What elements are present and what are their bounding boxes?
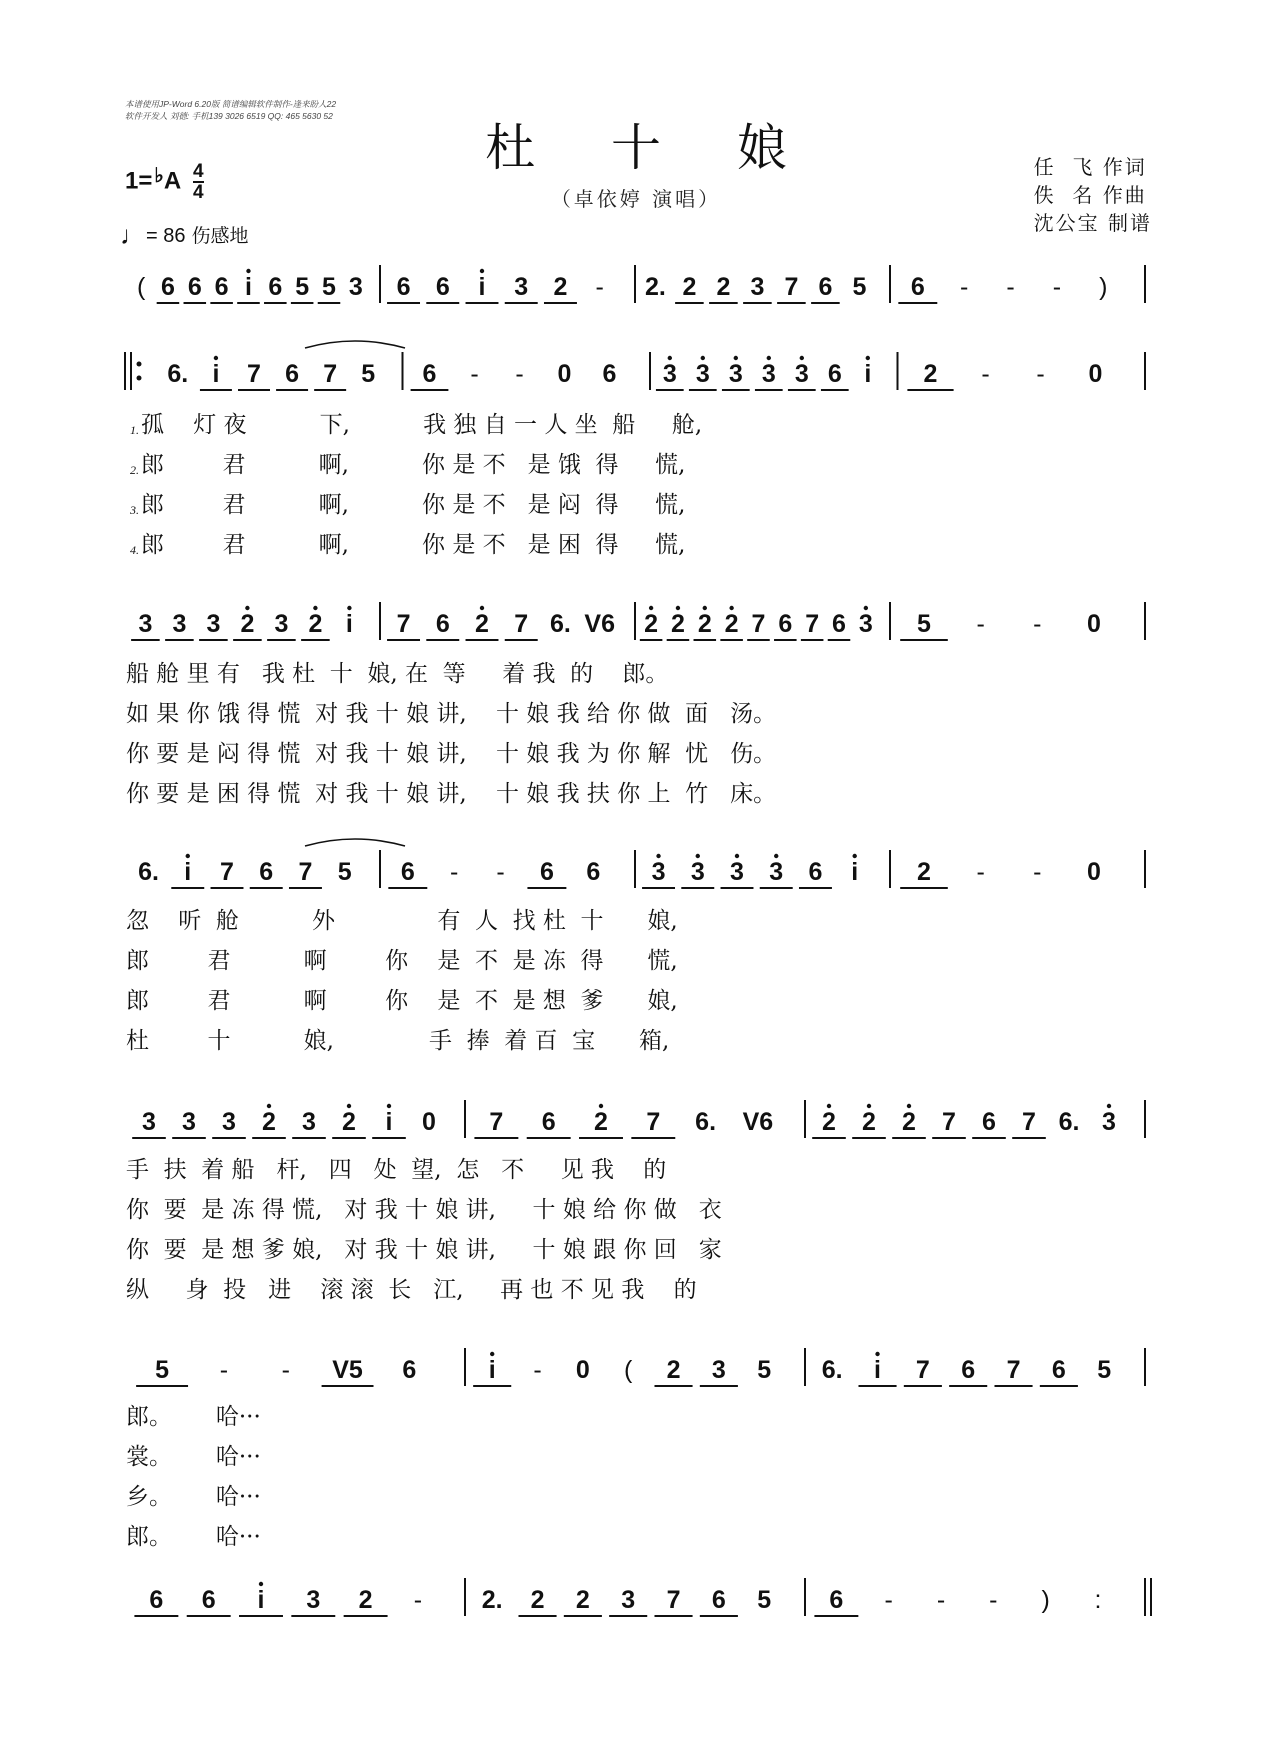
note: 2 [594,1108,608,1136]
octave-dot [696,854,700,858]
note: 0 [1088,360,1103,388]
note: 7 [784,273,799,301]
note: 7 [396,610,411,638]
notation-symbol: - [413,1586,423,1614]
note: 6 [829,1586,844,1614]
notation-symbol: ( [624,1356,633,1384]
octave-dot [800,356,804,360]
octave-dot [313,606,317,610]
octave-dot [767,356,771,360]
octave-dot [676,606,680,610]
note: 6 [201,1586,216,1614]
notation-symbol: - [960,273,969,301]
note: 6 [268,273,283,301]
lyric-line: 手 扶 着 船 杆, 四 处 望, 怎 不 见 我 的 [126,1157,667,1183]
note: 2 [724,610,739,638]
note: 2 [308,610,323,638]
note: 6 [160,273,175,301]
note: 3 [750,273,765,301]
note: 3 [761,360,776,388]
note: 6 [396,273,411,301]
note: 3 [182,1108,196,1136]
note: 0 [557,360,572,388]
note: 6 [435,610,450,638]
note: 7 [751,610,766,638]
lyric-line: $_{2.}$郎 君 啊, 你 是 不 是 饿 得 慌, [130,452,686,478]
octave-dot [267,1104,271,1108]
note: 3 [769,858,784,886]
octave-dot [701,356,705,360]
note: 3 [142,1108,156,1136]
lyric-line: $_{4.}$郎 君 啊, 你 是 不 是 困 得 慌, [130,532,686,558]
note: 5 [295,273,310,301]
note: 6. [167,360,189,388]
note: 2 [553,273,568,301]
lyric-line: 你 要 是 闷 得 慌 对 我 十 娘 讲, 十 娘 我 为 你 解 忧 伤。 [126,741,777,767]
note: 3 [730,858,744,886]
octave-dot [387,1104,391,1108]
verse-number: 3. [130,503,139,517]
note: 3 [206,610,221,638]
note: 6 [402,1356,417,1384]
note: i [212,360,220,388]
note: 3 [794,360,809,388]
note: 6 [539,858,554,886]
note: 6. [138,858,159,886]
note: 5 [155,1356,170,1384]
note: 2 [575,1586,590,1614]
note: 7 [489,1108,504,1136]
note: 2 [902,1108,916,1136]
note: 6 [832,610,846,638]
octave-dot [668,356,672,360]
note: 6. [695,1108,717,1136]
note: 5 [322,273,336,301]
octave-dot [867,1104,871,1108]
time-signature [193,162,204,202]
notation-symbol: - [884,1586,893,1614]
watermark-line-1: 本谱使用JP-Word 6.20版 简谱编辑软件制作-逢来盼人22 [125,99,337,109]
lyric-line: 郎 君 啊 你 是 不 是 想 爹 娘, [126,988,678,1014]
tempo-value: = 86 [146,225,186,247]
lyric-line: 郎。 哈··· [126,1524,261,1550]
notation-symbol: - [470,360,479,388]
octave-dot [703,606,707,610]
note: 7 [323,360,338,388]
slur [305,341,405,348]
note: 3 [306,1586,321,1614]
quarter-note-icon: ♩ [120,220,146,250]
lyric-line: 裳。 哈··· [126,1444,261,1470]
octave-dot [245,606,249,610]
note: i [184,858,192,886]
note: 3 [695,360,710,388]
octave-dot [259,1582,263,1586]
note: i [874,1356,882,1384]
note: 2 [917,858,931,886]
note: 6 [1051,1356,1066,1384]
notation-symbol: - [1052,273,1062,301]
note: 7 [247,360,261,388]
note: 3 [138,610,153,638]
note: 6 [910,273,925,301]
note: 2 [262,1108,276,1136]
time-signature-bottom: 4 [192,182,204,203]
octave-dot [1107,1104,1111,1108]
note: 6 [808,858,823,886]
octave-dot [729,606,733,610]
note: 3 [858,610,873,638]
note: i [478,273,486,301]
note: 3 [621,1586,636,1614]
note: 2 [862,1108,876,1136]
note: V6 [584,610,615,638]
repeat-dot [137,376,142,381]
note: 2 [923,360,938,388]
octave-dot [866,356,870,360]
note: 7 [805,610,820,638]
lyric-line: $_{3.}$郎 君 啊, 你 是 不 是 闷 得 慌, [130,492,686,518]
key-signature [125,162,204,202]
key-prefix: 1= [125,167,153,195]
notation-symbol: - [936,1586,946,1614]
note: 5 [757,1586,772,1614]
octave-dot [186,854,190,858]
note: 5 [337,858,352,886]
note: 2 [822,1108,836,1136]
note: 6 [818,273,833,301]
credits-block [1034,153,1152,237]
notation-symbol: - [981,360,990,388]
note: 5 [757,1356,772,1384]
note: 3 [690,858,705,886]
notation-symbol: - [219,1356,229,1384]
verse-number: 2. [130,463,139,477]
notation-symbol: - [533,1356,542,1384]
note: 6 [422,360,437,388]
note: i [345,610,353,638]
note: 7 [514,610,529,638]
notation-symbol: - [496,858,505,886]
note: 2 [670,610,685,638]
notation-symbol: - [989,1586,998,1614]
note: 6. [550,610,571,638]
octave-dot [827,1104,831,1108]
note: 6 [778,610,793,638]
note: 3 [222,1108,236,1136]
note: 5 [852,273,867,301]
note: 3 [651,858,666,886]
lyricist-credit: 任 飞 作词 [1033,155,1147,179]
flat-symbol: ♭ [154,165,164,188]
notation-symbol: ) [1099,273,1108,301]
notation-symbol: - [515,360,524,388]
slur [305,839,405,846]
octave-dot [246,269,250,273]
octave-dot [347,606,351,610]
note: 7 [1006,1356,1021,1384]
note: 3 [348,273,363,301]
lyric-line: 如 果 你 饿 得 慌 对 我 十 娘 讲, 十 娘 我 给 你 做 面 汤。 [126,701,777,727]
note: i [257,1586,265,1614]
lyric-line: 纵 身 投 进 滚 滚 长 江, 再 也 不 见 我 的 [126,1277,697,1303]
octave-dot [214,356,218,360]
note: V6 [742,1108,774,1136]
note: 7 [298,858,313,886]
notation-symbol: - [1006,273,1015,301]
note: 3 [662,360,677,388]
repeat-dot [137,362,142,367]
arranger-credit: 沈公宝 制谱 [1033,211,1152,235]
lyric-line: 杜 十 娘, 手 捧 着 百 宝 箱, [126,1028,670,1054]
lyric-line: $_{1.}$孤 灯 夜 下, 我 独 自 一 人 坐 船 舱, [130,412,703,438]
notation-symbol: - [976,858,985,886]
note: 3 [728,360,743,388]
lyric-line: 船 舱 里 有 我 杜 十 娘, 在 等 着 我 的 郎。 [126,661,669,687]
note: 6 [149,1586,164,1614]
note: 3 [1102,1108,1116,1136]
expression-marking: 伤感地 [191,225,249,247]
lyric-line: 你 要 是 想 爹 娘, 对 我 十 娘 讲, 十 娘 跟 你 回 家 [126,1237,722,1263]
notation-symbol: - [1033,858,1042,886]
note: 0 [1087,610,1101,638]
note: 6 [214,273,229,301]
notation-symbol: ) [1041,1586,1050,1614]
note: i [385,1108,393,1136]
octave-dot [347,1104,351,1108]
note: 6 [586,858,601,886]
notation-symbol: : [1094,1586,1102,1614]
note: 2 [342,1108,356,1136]
notation-symbol: ( [136,273,146,301]
octave-dot [599,1104,603,1108]
note: 3 [274,610,289,638]
note: 2. [644,273,666,301]
note: 5 [917,610,931,638]
note: 2 [716,273,731,301]
note: 6 [285,360,300,388]
note: 6 [961,1356,976,1384]
note: 2 [644,610,659,638]
lyric-line: 郎。 哈··· [126,1404,261,1430]
verse-number: 1. [130,423,139,437]
note: 7 [915,1356,930,1384]
octave-dot [480,269,484,273]
octave-dot [480,606,484,610]
key-note: A [163,167,181,195]
note: 7 [220,858,234,886]
note: 7 [646,1108,661,1136]
note: 2 [358,1586,373,1614]
note: 6. [821,1356,843,1384]
note: 6 [827,360,842,388]
note: 3 [711,1356,726,1384]
note: 2 [697,610,712,638]
time-signature-top: 4 [192,161,204,182]
octave-dot [852,854,856,858]
notation-symbol: - [595,273,604,301]
note: 6 [435,273,450,301]
note: 6 [541,1108,556,1136]
composer-credit: 佚 名 作曲 [1033,183,1147,207]
note: 0 [575,1356,590,1384]
note: 0 [1087,858,1101,886]
note: 6 [982,1108,996,1136]
note: 3 [172,610,187,638]
note: 7 [1022,1108,1036,1136]
song-title: 杜 十 娘 [485,119,817,177]
note: 6 [259,858,274,886]
octave-dot [490,1352,494,1356]
note: 3 [302,1108,316,1136]
note: 6. [1058,1108,1080,1136]
octave-dot [649,606,653,610]
note: 2 [475,610,489,638]
lyric-line: 你 要 是 冻 得 慌, 对 我 十 娘 讲, 十 娘 给 你 做 衣 [126,1197,722,1223]
note: 6 [187,273,202,301]
note: i [864,360,872,388]
notation-symbol: - [1033,610,1042,638]
note: 2 [240,610,255,638]
note: i [851,858,859,886]
lyric-line: 你 要 是 困 得 慌 对 我 十 娘 讲, 十 娘 我 扶 你 上 竹 床。 [126,781,777,807]
note: 6 [711,1586,726,1614]
note: 0 [422,1108,436,1136]
octave-dot [774,854,778,858]
notation-symbol: - [976,610,985,638]
note: 6 [602,360,617,388]
lyric-line: 忽 听 舱 外 有 人 找 杜 十 娘, [126,908,678,934]
verse-number: 4. [130,543,139,557]
watermark-line-2: 软件开发人 刘德: 手机139 3026 6519 QQ: 465 5630 52 [125,111,333,121]
lyric-line: 郎 君 啊 你 是 不 是 冻 得 慌, [126,948,678,974]
octave-dot [656,854,660,858]
note: 2 [530,1586,545,1614]
notation-symbol: - [1036,360,1045,388]
note: V5 [332,1356,363,1384]
notation-symbol: - [281,1356,290,1384]
octave-dot [734,356,738,360]
note: i [488,1356,496,1384]
note: 2 [682,273,697,301]
note: 2. [481,1586,503,1614]
octave-dot [864,606,868,610]
note: i [244,273,252,301]
singer-credit: （卓依婷 演唱） [550,187,722,211]
tempo-marking [120,220,249,251]
lyric-line: 乡。 哈··· [126,1484,261,1510]
note: 7 [942,1108,956,1136]
note: 6 [400,858,415,886]
note: 7 [666,1586,681,1614]
octave-dot [875,1352,879,1356]
octave-dot [735,854,739,858]
note: 5 [1097,1356,1112,1384]
notation-symbol: - [450,858,459,886]
note: 2 [666,1356,681,1384]
note: 3 [514,273,529,301]
note: 5 [361,360,376,388]
octave-dot [907,1104,911,1108]
